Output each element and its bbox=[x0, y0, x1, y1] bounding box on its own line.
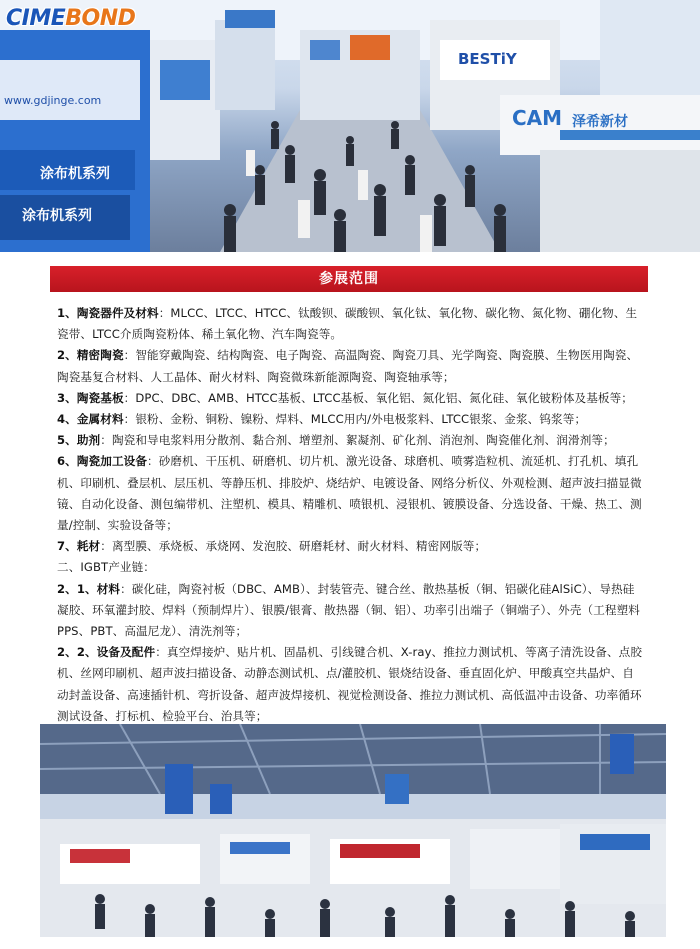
scope-item-body: 二、IGBT产业链： bbox=[57, 560, 156, 575]
coating-sign-lower: 涂布机系列 bbox=[22, 208, 92, 224]
scope-item bbox=[57, 388, 645, 409]
cam-cn-sign: 泽希新材 bbox=[572, 114, 628, 130]
scope-item-head: 1、陶瓷器件及材料 bbox=[57, 306, 159, 320]
scope-item-body: ：离型膜、承烧板、承烧网、发泡胶、研磨耗材、耐火材料、精密网版等； bbox=[100, 539, 487, 554]
scope-item-body: ：砂磨机、干压机、研磨机、切片机、激光设备、球磨机、喷雾造粒机、流延机、打孔机、填孔机、印刷机、叠层机、层压机、等静压机、排胶炉、烧结炉、电镀设备、网络分析仪、外观检测、超声波扫描显微镜、自动化设备、测包编带机、注塑机、模具、精雕机、喷银机、浸银机、镀膜设备、分选设备、干燥、热工、测量/控制、实验设备等； bbox=[57, 454, 642, 533]
scope-item bbox=[57, 536, 645, 557]
logo-main-text: CIME bbox=[6, 6, 66, 31]
scope-item-head: 6、陶瓷加工设备 bbox=[57, 454, 148, 469]
cimebond-logo bbox=[6, 6, 135, 31]
booth-url-sign: www.gdjinge.com bbox=[4, 94, 102, 107]
scope-item-head: 2、精密陶瓷 bbox=[57, 348, 124, 363]
scope-item-head: 7、耗材 bbox=[57, 539, 101, 554]
scope-item-body: ：真空焊接炉、贴片机、固晶机、引线键合机、X-ray、推拉力测试机、等离子清洗设备、点胶机、丝网印刷机、超声波扫描设备、动静态测试机、点/灌胶机、银烧结设备、垂直固化炉、甲酸真空共晶炉、自动封盖设备、高速插针机、弯折设备、超声波焊接机、视觉检测设备、推拉力测试机、高低温冲击设备、功率循环测试设备、打标机、检验平台、治具等； bbox=[57, 645, 643, 723]
scope-item bbox=[57, 430, 645, 451]
hall-scene-illustration bbox=[40, 724, 666, 937]
exhibition-hall-photo bbox=[40, 724, 666, 937]
scope-item-head: 2、1、材料 bbox=[57, 581, 121, 596]
scope-item bbox=[57, 345, 645, 387]
cam-sign: CAM bbox=[512, 106, 563, 130]
scope-item-head: 2、2、设备及配件 bbox=[57, 645, 156, 660]
scope-item bbox=[57, 579, 645, 643]
scope-item bbox=[57, 451, 645, 536]
scope-item-body: ：智能穿戴陶瓷、结构陶瓷、电子陶瓷、高温陶瓷、陶瓷刀具、光学陶瓷、陶瓷膜、生物医用陶瓷、陶瓷基复合材料、人工晶体、耐火材料、陶瓷微珠新能源陶瓷、陶瓷轴承等； bbox=[57, 348, 639, 384]
scope-item bbox=[57, 642, 645, 727]
scope-item bbox=[57, 303, 645, 345]
scope-item-body: ：银粉、金粉、铜粉、镍粉、焊料、MLCC用内/外电极浆料、LTCC银浆、金浆、钨浆等； bbox=[123, 412, 587, 427]
logo-accent-text: BOND bbox=[65, 6, 136, 31]
scope-item-head: 5、助剂 bbox=[57, 433, 101, 448]
scope-section-heading bbox=[57, 557, 645, 578]
scope-item-head: 3、陶瓷基板 bbox=[57, 390, 124, 405]
scope-banner bbox=[50, 266, 648, 292]
scope-list bbox=[57, 303, 645, 727]
scope-item-body: ：MLCC、LTCC、HTCC、钛酸钡、碳酸钡、氧化钛、氧化物、碳化物、氮化物、硼化物、生瓷带、LTCC介质陶瓷粉体、稀土氧化物、汽车陶瓷等。 bbox=[57, 306, 638, 342]
bestiy-sign: BESTiY bbox=[458, 50, 517, 68]
scope-item-head: 4、金属材料 bbox=[57, 412, 124, 427]
scope-item-body: ：DPC、DBC、AMB、HTCC基板、LTCC基板、氧化铝、氮化铝、氮化硅、氧化铍粉体及基板等； bbox=[123, 390, 633, 405]
scope-item bbox=[57, 409, 645, 430]
scope-item-body: ：碳化硅，陶瓷衬板（DBC、AMB）、封装管壳、键合丝、散热基板（铜、铝碳化硅AlSiC）、导热硅凝胶、环氧灌封胶、焊料（预制焊片）、银膜/银膏、散热器（铜、铝）、功率引出端子（铜端子）、外壳（工程塑料PPS、PBT、高温尼龙）、清洗剂等； bbox=[57, 581, 640, 639]
coating-sign: 涂布机系列 bbox=[40, 166, 110, 182]
scope-banner-title: 参展范围 bbox=[319, 271, 379, 287]
exhibition-photo-top bbox=[0, 0, 700, 252]
scope-item-body: ：陶瓷和导电浆料用分散剂、黏合剂、增塑剂、絮凝剂、矿化剂、消泡剂、陶瓷催化剂、润滑剂等； bbox=[100, 433, 615, 448]
